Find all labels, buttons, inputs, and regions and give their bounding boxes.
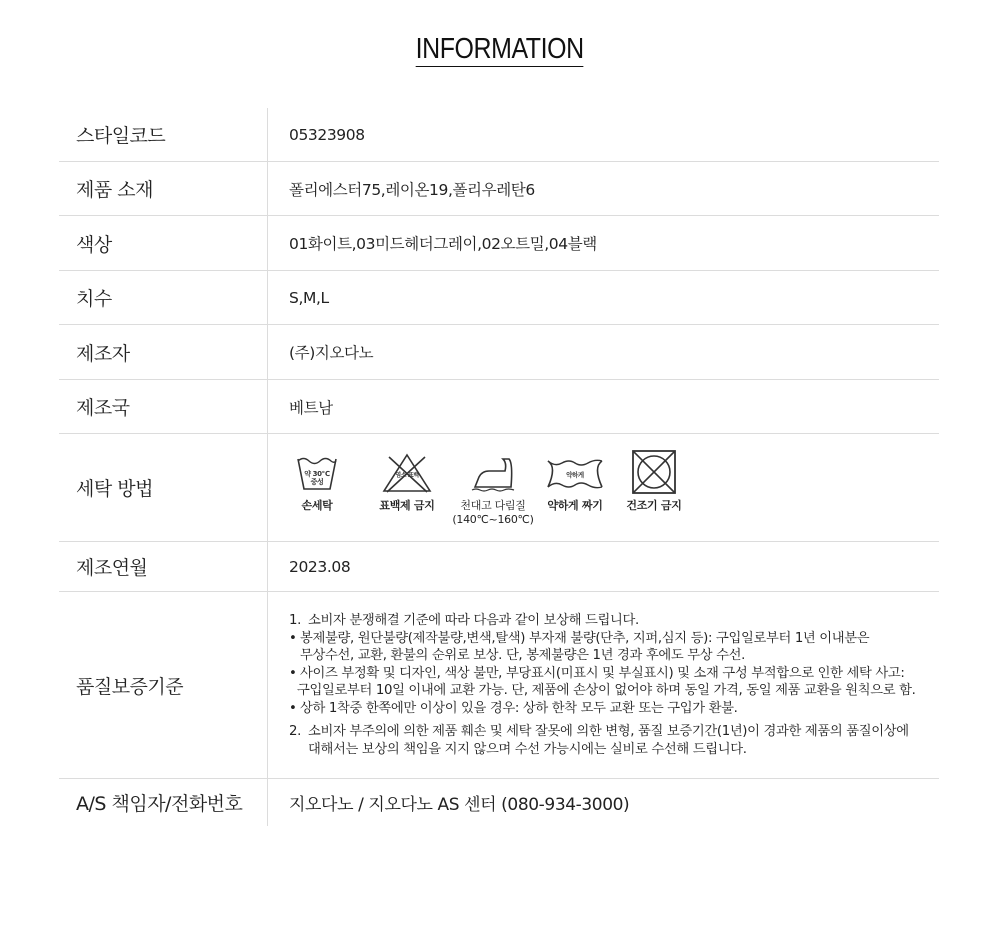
row-label: 제품 소재 (76, 179, 153, 201)
row-label: 세탁 방법 (76, 478, 153, 500)
care-icon-text: 약하게 (566, 470, 584, 479)
row-label: 제조국 (76, 397, 130, 419)
care-item-hand-wash (289, 453, 345, 513)
hand-wash-icon (295, 453, 339, 493)
row-label: 치수 (76, 288, 112, 310)
row-value (267, 434, 939, 541)
bullet: • (289, 665, 297, 681)
quality-bullet (289, 700, 916, 718)
care-item-no-bleach (374, 453, 440, 513)
care-item-no-dryer (619, 453, 689, 513)
care-item-iron (453, 453, 533, 527)
row-label: 스타일코드 (76, 125, 166, 147)
item-number: 2. (289, 724, 301, 739)
row-as-contact (59, 779, 939, 826)
care-caption: 손세탁 (301, 498, 333, 512)
quality-item (289, 612, 916, 630)
item-text: 무상수선, 교환, 환불의 순위로 보상. 단, 봉제불량은 1년 경과 후에도 무상 수선. (300, 648, 745, 663)
row-label: 제조자 (76, 342, 130, 365)
row-material (59, 162, 939, 216)
care-caption: 천대고 다림질 (460, 498, 526, 512)
care-icon-text: 약 30℃ (304, 469, 330, 478)
row-manufacture-date (59, 542, 939, 592)
row-value (267, 592, 939, 778)
row-value: 베트남 (267, 380, 939, 433)
item-text: 사이즈 부정확 및 디자인, 색상 불만, 부당표시(미표시 및 부실표시) 및 소재 구성 부적합으로 인한 세탁 사고: (300, 665, 905, 681)
section-title-wrap (0, 32, 1000, 67)
item-text: 구입일로부터 10일 이내에 교환 가능. 단, 제품에 손상이 없어야 하며 동일 가격, 동일 제품 교환을 원칙으로 함. (297, 683, 916, 698)
iron-low-icon (469, 453, 517, 493)
quality-bullet (289, 665, 916, 683)
section-title: INFORMATION (416, 33, 584, 65)
quality-bullet (289, 630, 916, 648)
item-text: 대해서는 보상의 책임을 지지 않으며 수선 가능시에는 실비로 수선해 드립니다. (308, 741, 747, 757)
row-value: 05323908 (267, 108, 939, 161)
care-item-wring (535, 453, 615, 513)
row-label: 제조연월 (76, 557, 148, 579)
row-value: (주)지오다노 (267, 325, 939, 379)
row-value: 01화이트,03미드헤더그레이,02오트밀,04블랙 (267, 216, 939, 270)
row-size (59, 271, 939, 325)
quality-text (289, 612, 916, 758)
item-text: 상하 1착중 한쪽에만 이상이 있을 경우: 상하 한착 모두 교환 또는 구입가 환불. (300, 700, 738, 716)
care-caption-temp: (140℃~160℃) (452, 512, 534, 526)
care-caption: 표백제 금지 (379, 498, 435, 512)
row-quality (59, 592, 939, 779)
bullet: • (289, 700, 297, 716)
bullet: • (289, 630, 297, 646)
no-tumble-dry-icon (631, 449, 677, 495)
row-label: 색상 (76, 233, 112, 256)
item-number: 1. (289, 613, 301, 628)
row-label: A/S 책임자/전화번호 (76, 793, 243, 815)
row-value: 2023.08 (267, 542, 939, 591)
row-color (59, 216, 939, 271)
row-value: 지오다노 / 지오다노 AS 센터 (080-934-3000) (267, 779, 939, 826)
care-icon-text: 중성 (310, 477, 324, 486)
gentle-wring-icon (545, 453, 605, 493)
row-style-code (59, 108, 939, 162)
care-icon-text: 염소 표백 (395, 471, 419, 479)
row-washing (59, 434, 939, 542)
product-info-table (59, 108, 939, 826)
no-bleach-icon (382, 453, 432, 493)
item-text: 봉제불량, 원단불량(제작불량,변색,탈색) 부자재 불량(단추, 지퍼,심지 등): 구입일로부터 1년 이내분은 (300, 630, 870, 646)
row-country (59, 380, 939, 434)
care-caption: 약하게 짜기 (547, 498, 603, 512)
item-text: 소비자 분쟁해결 기준에 따라 다음과 같이 보상해 드립니다. (308, 613, 639, 628)
care-icons (289, 453, 689, 527)
row-value: S,M,L (267, 271, 939, 324)
row-value: 폴리에스터75,레이온19,폴리우레탄6 (267, 162, 939, 215)
row-maker (59, 325, 939, 380)
row-label: 품질보증기준 (76, 675, 184, 698)
quality-item (289, 723, 916, 741)
item-text: 소비자 부주의에 의한 제품 훼손 및 세탁 잘못에 의한 변형, 품질 보증기간(1년)이 경과한 제품의 품질이상에 (308, 724, 909, 739)
care-caption: 건조기 금지 (626, 498, 682, 512)
